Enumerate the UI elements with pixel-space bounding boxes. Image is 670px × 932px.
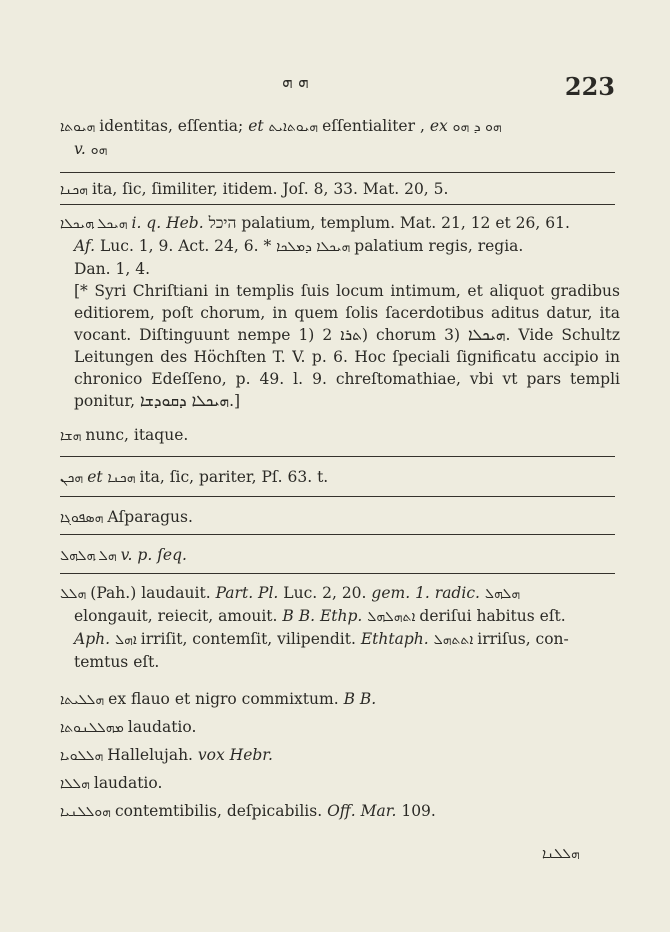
running-header: ܗ ܗ bbox=[282, 72, 309, 92]
separator bbox=[60, 204, 615, 205]
entry-1: ܗܝܘܬܐ identitas, eſſentia; et ܗܝܘܬܐܝܬ eſſentialiter , ex ܗܘ ܕ ܗܘ v. ܗܘ bbox=[60, 117, 502, 158]
entry-4: ܗܫܐ nunc, itaque. bbox=[60, 426, 189, 444]
entry-11: ܗܠܠܘܝܐ Hallelujah. vox Hebr. bbox=[60, 746, 273, 764]
entry-12: ܗܠܠܐ laudatio. bbox=[60, 774, 163, 792]
separator bbox=[60, 496, 615, 497]
entry-2: ܗܟܢܐ ita, ſic, ſimiliter, itidem. Joſ. 8, 33. Mat. 20, 5. bbox=[60, 180, 449, 198]
entry-5: ܗܟܢ et ܗܟܢܐ ita, ſic, pariter, Pſ. 63. t. bbox=[60, 468, 329, 486]
entry-6: ܗܣܦܘܓܐ Aſparagus. bbox=[60, 508, 193, 526]
separator bbox=[60, 534, 615, 535]
separator bbox=[60, 573, 615, 574]
entry-13: ܗܘܠܠܢܝܐ contemtibilis, deſpicabilis. Off. Mar. 109. bbox=[60, 802, 436, 820]
separator bbox=[60, 456, 615, 457]
entry-9: ܗܠܠܝܬܐ ex flauo et nigro commixtum. B B. bbox=[60, 690, 377, 708]
entry-10: ܡܗܠܠܢܘܬܐ laudatio. bbox=[60, 718, 197, 736]
entry-3: ܗܝܟܠܗܝܟܠܐ i. q. Heb. היכל palatium, templum. Mat. 21, 12 et 26, 61. Af. Luc. 1, 9. Act. 24, 6. * ܗܝܟܠܐ ܕܡܠܟܐ palatium regis, regia. Dan. 1, 4. [* Syri Chriſtiani in templis ſuis locum intimum, et aliquot gradibus editiorem, poſt chorum, in quem ſolis ſacerdotibus aditus datur, ita vocant. Diſtinguunt nempe 1) ܬܪܐ 2) chorum 3) ܗܝܟܠܐ. Vide Schultz Leitungen des Höchſten T. V. p. 6. Hoc ſpeciali ſignificatu accipio in chronico Edeſſeno, p. 49. l. 9. chreſtomathiae, vbi vt pars templi ponitur, ܗܝܟܠܐ ܕܩܘܕܫܐ.] bbox=[60, 214, 620, 410]
entry-7: ܗܠܗܠܗܠ v. p. ſeq. bbox=[60, 546, 187, 564]
page-number: 223 bbox=[564, 72, 615, 101]
separator bbox=[60, 172, 615, 173]
catchword: ܗܠܠܢܐ bbox=[542, 846, 580, 862]
footnote: [* Syri Chriſtiani in templis ſuis locum intimum, et aliquot gradibus editiorem, poſt chorum, in quem ſolis ſacerdotibus aditus datur, ita vocant. Diſtinguunt nempe 1) ܬܪܐ 2) chorum 3) ܗܝܟܠܐ. Vide Schultz Leitungen des Höchſten T. V. p. 6. Hoc ſpeciali ſignificatu accipio in chronico Edeſſeno, p. 49. l. 9. chreſtomathiae, vbi vt pars templi ponitur, ܗܝܟܠܐ ܕܩܘܕܫܐ.] bbox=[74, 282, 620, 410]
entry-8: ܗܠܠ (Pah.) laudauit. Part. Pl. Luc. 2, 20. gem. 1. radic. ܗܠܗܠ elongauit, reiecit, amouit. B B. Ethp. ܐܬܗܠܗܠ deriſui habitus eſt. Aph. ܐܗܠ irriſit, contemſit, vilipendit. Ethtaph. ܐܬܬܗܠ irriſus, con- temtus eſt. bbox=[60, 584, 569, 671]
